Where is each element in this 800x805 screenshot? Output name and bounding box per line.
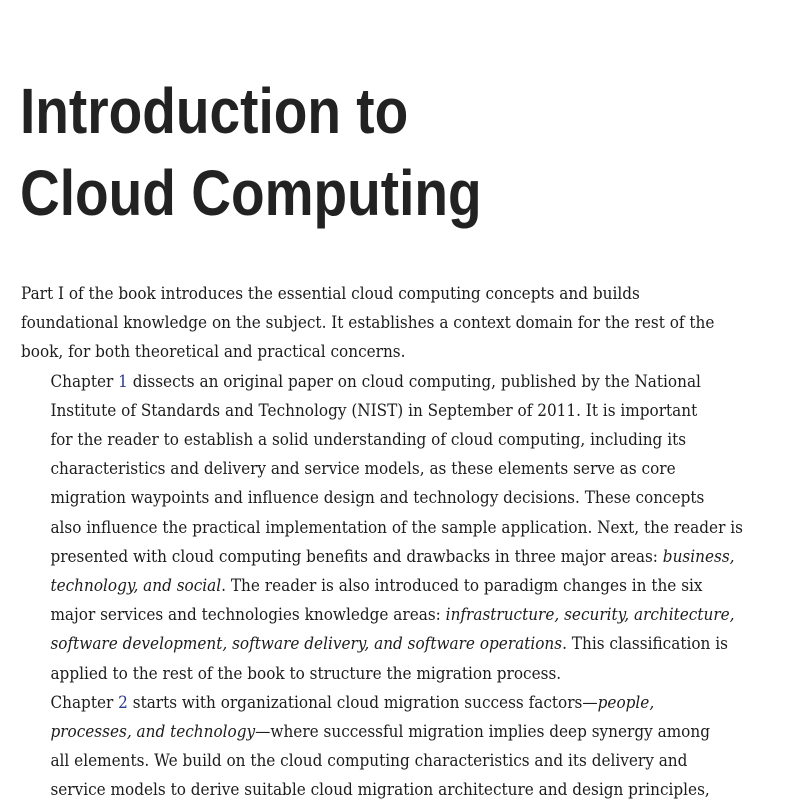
- text-run: starts with organizational cloud migration success factors—: [127, 692, 598, 712]
- text-line: also influence the practical implementation of the sample application. Next, the reader is: [50, 517, 743, 537]
- text-line: [21, 542, 734, 571]
- text-run: . This classification is: [562, 634, 728, 654]
- text-run: Chapter: [50, 371, 119, 391]
- text-line: [21, 717, 734, 746]
- text-run: dissects an original paper on cloud computing, published by the National: [127, 371, 701, 391]
- text-line: [21, 367, 734, 396]
- text-line: characteristics and delivery and service models, as these elements serve as core: [50, 459, 676, 479]
- text-line: applied to the rest of the book to structure the migration process.: [50, 663, 562, 683]
- text-line: [21, 688, 734, 717]
- paragraph-intro: [21, 279, 734, 367]
- text-run: . The reader is also introduced to paradigm changes in the six: [221, 576, 703, 596]
- text-run: presented with cloud computing benefits and drawbacks in three major areas:: [50, 546, 663, 566]
- text-line: foundational knowledge on the subject. It establishes a context domain for the rest of the: [21, 313, 715, 333]
- emphasis-text: software development, software delivery, and software operations: [50, 634, 563, 654]
- chapter-1-link[interactable]: 1: [118, 371, 128, 391]
- text-line: migration waypoints and influence design and technology decisions. These concepts: [50, 488, 705, 508]
- text-run: —where successful migration implies deep synergy among: [255, 722, 710, 742]
- chapter-2-link[interactable]: 2: [118, 692, 128, 712]
- chapter-title: [20, 70, 482, 234]
- text-line: all elements. We build on the cloud computing characteristics and its delivery and: [50, 751, 688, 771]
- paragraph-chapter-1: [21, 367, 743, 688]
- body-text: [21, 279, 743, 805]
- text-line: Part I of the book introduces the essential cloud computing concepts and builds: [21, 284, 640, 303]
- chapter-title-line-1: Introduction to: [20, 75, 409, 147]
- emphasis-text: infrastructure, security, architecture,: [445, 605, 735, 625]
- text-run: Chapter: [50, 692, 119, 712]
- emphasis-text: people,: [597, 692, 655, 712]
- emphasis-text: business,: [662, 546, 735, 566]
- text-line: book, for both theoretical and practical concerns.: [21, 342, 406, 362]
- text-line: [21, 629, 734, 658]
- text-line: [21, 600, 734, 629]
- emphasis-text: technology, and social: [50, 576, 222, 596]
- text-run: major services and technologies knowledge areas:: [50, 605, 446, 625]
- text-line: [21, 571, 734, 600]
- chapter-title-line-2: Cloud Computing: [20, 157, 482, 229]
- text-line: service models to derive suitable cloud migration architecture and design principles,: [50, 780, 710, 800]
- emphasis-text: processes, and technology: [50, 722, 256, 742]
- text-line: Institute of Standards and Technology (NIST) in September of 2011. It is important: [50, 400, 698, 420]
- paragraph-chapter-2: [21, 688, 734, 805]
- text-line: for the reader to establish a solid understanding of cloud computing, including its: [50, 430, 687, 450]
